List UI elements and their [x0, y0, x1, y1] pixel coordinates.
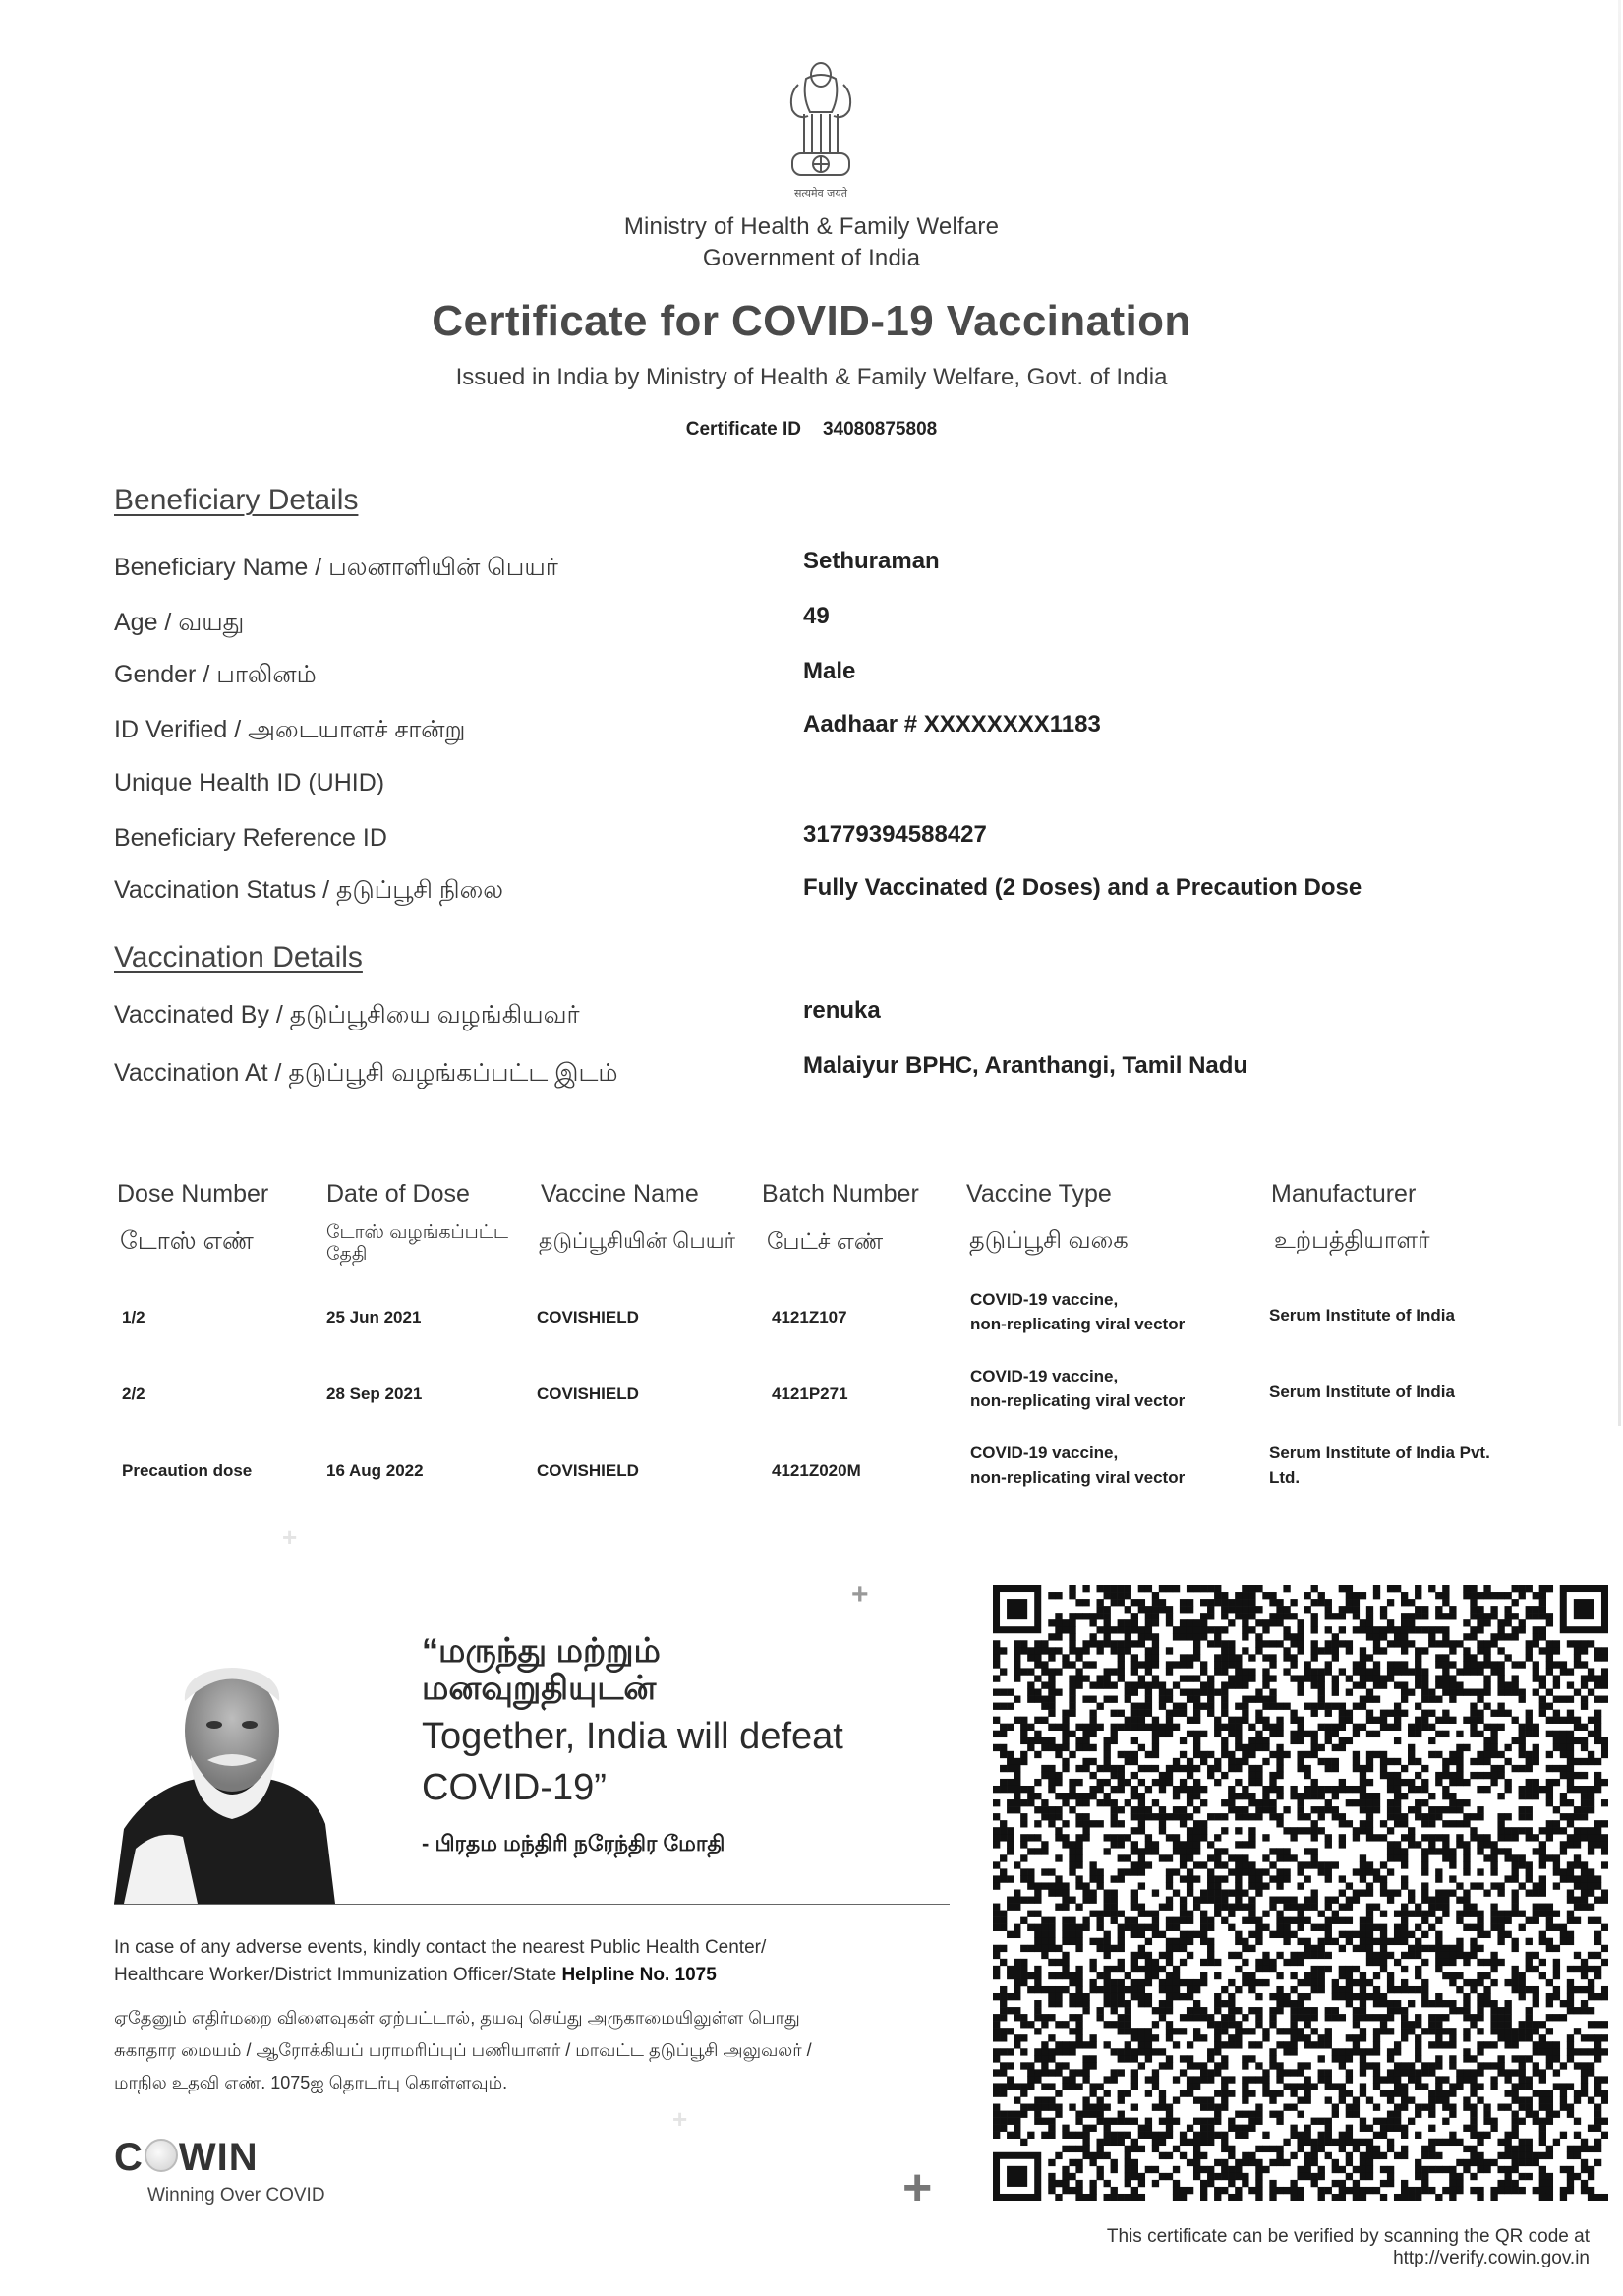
- beneficiary-name-value: Sethuraman: [803, 548, 940, 574]
- quote-english-line1: Together, India will defeat: [422, 1716, 843, 1757]
- row1-vaccine: COVISHIELD: [537, 1308, 639, 1326]
- row1-mfr-line1: Serum Institute of India: [1269, 1306, 1455, 1325]
- th-date-of-dose: Date of Dose: [326, 1180, 470, 1207]
- th-date-of-dose-ta: டோஸ் வழங்கப்பட்ட தேதி: [326, 1222, 509, 1265]
- divider: [114, 1904, 950, 1905]
- id-verified-label: ID Verified / அடையாளச் சான்று: [114, 716, 466, 743]
- row3-mfr-line1: Serum Institute of India Pvt.: [1269, 1443, 1490, 1462]
- row3-dose: Precaution dose: [122, 1461, 253, 1480]
- row3-type-line1: COVID-19 vaccine,: [970, 1443, 1119, 1462]
- th-manufacturer: Manufacturer: [1271, 1180, 1417, 1207]
- adverse-events-tamil: [114, 2002, 950, 2099]
- row1-date: 25 Jun 2021: [326, 1308, 422, 1326]
- adverse-en-line2-text: Healthcare Worker/District Immunization Officer/State: [114, 1965, 562, 1985]
- adverse-en-line2: [114, 1962, 950, 1989]
- cowin-tagline: Winning Over COVID: [147, 2185, 325, 2206]
- page-title: Certificate for COVID-19 Vaccination: [432, 297, 1191, 345]
- plus-mark-icon: +: [672, 2104, 688, 2134]
- vaccinated-by-value: renuka: [803, 997, 881, 1024]
- plus-mark-icon: +: [851, 1578, 869, 1611]
- age-value: 49: [803, 603, 830, 629]
- vaccinated-by-label: Vaccinated By / தடுப்பூசியை வழங்கியவர்: [114, 1001, 580, 1029]
- globe-icon: [145, 2139, 178, 2172]
- certificate-id: [0, 419, 1623, 441]
- verify-line1: This certificate can be verified by scanning the QR code at: [1106, 2226, 1590, 2247]
- row3-type-line2: non-replicating viral vector: [970, 1468, 1186, 1487]
- row1-batch: 4121Z107: [772, 1308, 847, 1326]
- plus-mark-icon: +: [902, 2159, 933, 2216]
- government-name: Government of India: [702, 245, 921, 271]
- gender-label: Gender / பாலினம்: [114, 661, 317, 688]
- issued-by: Issued in India by Ministry of Health & Family Welfare, Govt. of India: [455, 364, 1168, 390]
- th-vaccine-type-ta: தடுப்பூசி வகை: [969, 1227, 1129, 1254]
- prime-minister-portrait: [114, 1662, 366, 1904]
- th-manufacturer-ta: உற்பத்தியாளர்: [1274, 1227, 1430, 1254]
- adverse-ta-line1: ஏதேனும் எதிர்மறை விளைவுகள் ஏற்பட்டால், தயவு செய்து அருகாமையிலுள்ள பொது: [114, 2008, 800, 2028]
- gender-value: Male: [803, 658, 856, 684]
- th-batch-number: Batch Number: [762, 1180, 919, 1207]
- row2-batch: 4121P271: [772, 1384, 848, 1403]
- vaccination-at-value: Malaiyur BPHC, Aranthangi, Tamil Nadu: [803, 1052, 1248, 1079]
- row3-date: 16 Aug 2022: [326, 1461, 424, 1480]
- quote-attribution: - பிரதம மந்திரி நரேந்திர மோதி: [422, 1831, 725, 1855]
- certificate-id-value: 34080875808: [822, 419, 938, 440]
- adverse-ta-line2: சுகாதார மையம் / ஆரோக்கியப் பராமரிப்புப் பணியாளர் / மாவட்ட தடுப்பூசி அலுவலர் /: [114, 2040, 812, 2060]
- vaccination-section-title: Vaccination Details: [114, 941, 363, 973]
- row3-vaccine: COVISHIELD: [537, 1461, 639, 1480]
- quote-english-line2: COVID-19”: [422, 1767, 607, 1808]
- cowin-logo: [114, 2136, 259, 2180]
- quote-tamil-line2: மனவுறுதியுடன்: [422, 1670, 657, 1707]
- th-dose-number: Dose Number: [117, 1180, 269, 1207]
- quote-block: [422, 1632, 843, 1859]
- adverse-en-line1: In case of any adverse events, kindly contact the nearest Public Health Center/: [114, 1937, 767, 1958]
- row3-manufacturer: [1269, 1441, 1490, 1490]
- adverse-ta-line3: மாநில உதவி எண். 1075ஐ தொடர்பு கொள்ளவும்.: [114, 2073, 508, 2092]
- row1-type-line1: COVID-19 vaccine,: [970, 1290, 1119, 1309]
- state-emblem-icon: [777, 55, 865, 205]
- svg-text:सत्यमेव जयते: सत्यमेव जयते: [793, 187, 848, 200]
- row3-type: [970, 1441, 1185, 1490]
- row2-manufacturer: [1269, 1380, 1455, 1404]
- row1-type: [970, 1287, 1185, 1336]
- beneficiary-name-label: Beneficiary Name / பலனாளியின் பெயர்: [114, 554, 558, 581]
- id-verified-value: Aadhaar # XXXXXXXX1183: [803, 711, 1101, 737]
- row2-mfr-line1: Serum Institute of India: [1269, 1383, 1455, 1401]
- th-batch-number-ta: பேட்ச் எண்: [767, 1228, 884, 1254]
- row1-dose: 1/2: [122, 1308, 145, 1326]
- vaccination-status-label: Vaccination Status / தடுப்பூசி நிலை: [114, 876, 504, 904]
- reference-id-value: 31779394588427: [803, 821, 987, 848]
- verify-url[interactable]: http://verify.cowin.gov.in: [1393, 2248, 1590, 2268]
- plus-mark-icon: +: [282, 1522, 298, 1552]
- uhid-label: Unique Health ID (UHID): [114, 769, 385, 796]
- quote-tamil-line1: “மருந்து மற்றும்: [422, 1632, 661, 1670]
- cowin-logo-win: WIN: [178, 2136, 259, 2179]
- row2-date: 28 Sep 2021: [326, 1384, 423, 1403]
- adverse-events-english: [114, 1934, 950, 1989]
- th-vaccine-name: Vaccine Name: [541, 1180, 699, 1207]
- cowin-logo-c: C: [114, 2136, 144, 2179]
- row3-batch: 4121Z020M: [772, 1461, 861, 1480]
- th-dose-number-ta: டோஸ் எண்: [120, 1227, 254, 1255]
- age-label: Age / வயது: [114, 609, 245, 636]
- reference-id-label: Beneficiary Reference ID: [114, 824, 387, 852]
- ministry-name: Ministry of Health & Family Welfare: [623, 213, 1000, 240]
- row1-type-line2: non-replicating viral vector: [970, 1315, 1186, 1333]
- th-vaccine-name-ta: தடுப்பூசியின் பெயர்: [539, 1228, 736, 1253]
- row2-dose: 2/2: [122, 1384, 145, 1403]
- row2-type: [970, 1364, 1185, 1413]
- certificate-id-label: Certificate ID: [685, 419, 801, 440]
- row3-mfr-line2: Ltd.: [1269, 1468, 1301, 1487]
- row2-type-line1: COVID-19 vaccine,: [970, 1367, 1119, 1385]
- helpline-number: Helpline No. 1075: [561, 1965, 717, 1985]
- row1-manufacturer: [1269, 1303, 1455, 1327]
- th-vaccine-type: Vaccine Type: [966, 1180, 1112, 1207]
- row2-type-line2: non-replicating viral vector: [970, 1391, 1186, 1410]
- vaccination-at-label: Vaccination At / தடுப்பூசி வழங்கப்பட்ட இடம்: [114, 1059, 618, 1087]
- row2-vaccine: COVISHIELD: [537, 1384, 639, 1403]
- verify-note: [1107, 2226, 1590, 2269]
- qr-code-icon: [993, 1585, 1608, 2201]
- beneficiary-section-title: Beneficiary Details: [114, 484, 359, 516]
- vaccination-status-value: Fully Vaccinated (2 Doses) and a Precaution Dose: [803, 874, 1362, 901]
